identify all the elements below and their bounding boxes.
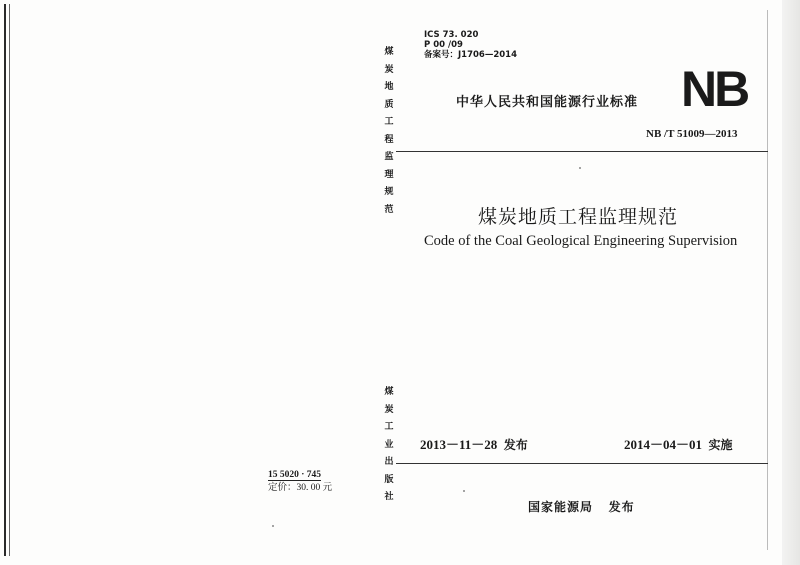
back-cover-info [268,469,332,495]
issuer [528,498,635,515]
spine-char: 地 [384,82,394,92]
spine-char: 煤 [384,47,394,57]
spine-char: 质 [384,99,394,110]
spine-char: 理 [384,169,394,180]
ics-code: ICS 73. 020 [424,30,479,40]
spine-char: 出 [384,457,394,467]
title-chinese: 煤炭地质工程监理规范 [478,206,679,228]
spine-char: 规 [384,187,394,197]
standard-number: NB /T 51009—2013 [646,128,738,140]
issue-date-block [420,434,528,453]
scan-speck [463,490,465,492]
header-divider [396,151,768,152]
title-english: Code of the Coal Geological Engineering Supervision [424,233,738,249]
standard-category: 中华人民共和国能源行业标准 [456,95,639,110]
p-code: P 00 /09 [424,40,463,50]
spine-char: 范 [384,204,394,215]
left-page-edge [4,4,6,556]
price: 定价：30. 00 元 [268,483,333,493]
spine-char: 社 [384,492,394,502]
spine-char: 业 [384,439,394,450]
spine-char: 炭 [384,404,394,415]
right-page-edge [767,10,768,550]
classification-block [424,30,517,60]
scan-speck [579,167,581,169]
issue-date: 2013－11－28 [420,437,498,452]
impl-label: 实施 [708,438,733,452]
spine-char: 程 [384,134,394,145]
spine-char: 工 [384,422,394,432]
spine-char: 版 [384,474,394,485]
spine-char: 炭 [384,64,394,75]
impl-date: 2014－04－01 [624,437,703,452]
impl-date-block [624,434,733,453]
footer-divider [396,463,768,464]
nb-logo: NB [681,61,748,117]
left-page-edge-inner [9,4,10,556]
spine-title [382,44,396,219]
filing-number: 备案号：J1706—2014 [424,50,517,60]
issuer-name: 国家能源局 [528,500,594,514]
scan-speck [272,525,274,527]
right-shadow [782,0,800,565]
book-number: 15 5020 · 745 [268,470,322,480]
issuer-label: 发布 [608,500,635,514]
spine-char: 煤 [384,387,394,397]
spine-char: 工 [384,117,394,127]
spine-publisher [382,384,396,507]
spine-char: 监 [384,152,394,162]
issue-label: 发布 [503,438,528,452]
